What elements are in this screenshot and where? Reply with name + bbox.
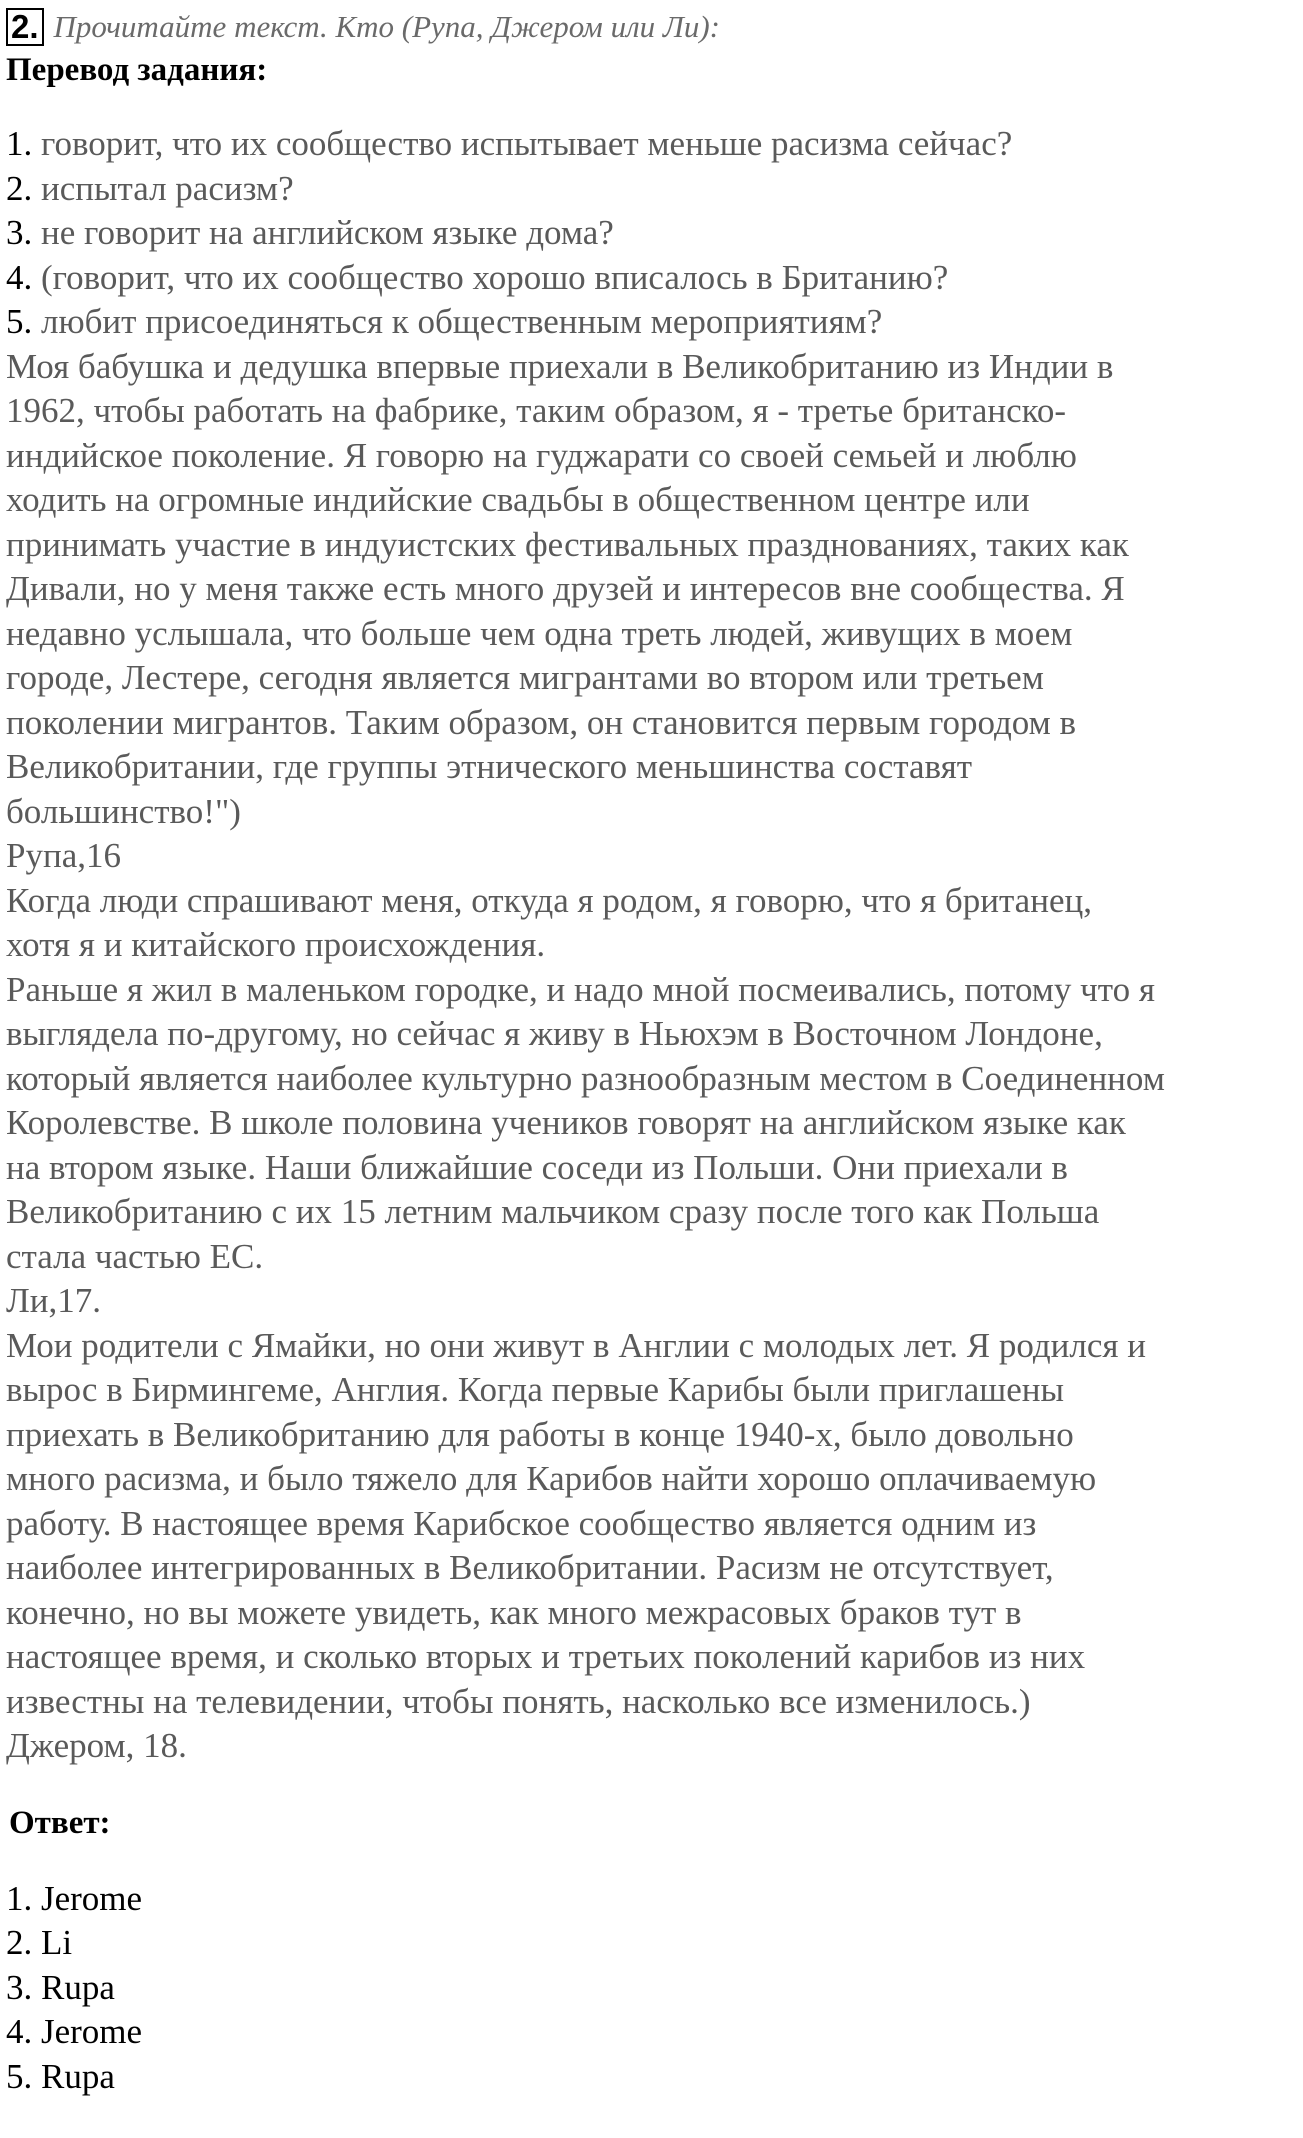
- task-instruction: Прочитайте текст. Кто (Рупа, Джером или Ли):: [53, 9, 720, 44]
- answer-item: 1. Jerome: [6, 1878, 143, 1918]
- text-line: Раньше я жил в маленьком городке, и надо мной посмеивались, потому что я: [6, 969, 1155, 1009]
- text-line: Когда люди спрашивают меня, откуда я родом, я говорю, что я британец,: [6, 880, 1092, 920]
- task-header: [6, 6, 1296, 48]
- text-line: большинство!"): [6, 791, 241, 831]
- text-line: принимать участие в индуистских фестивальных празднованиях, таких как: [6, 524, 1129, 564]
- text-line: конечно, но вы можете увидеть, как много межрасовых браков тут в: [6, 1592, 1022, 1632]
- text-line: вырос в Бирмингеме, Англия. Когда первые Карибы были приглашены: [6, 1370, 1065, 1409]
- translation-title: Перевод задания:: [6, 52, 268, 88]
- text-line: известны на телевидении, чтобы понять, насколько все изменилось.): [6, 1681, 1031, 1721]
- text-line: хотя я и китайского происхождения.: [6, 925, 546, 964]
- text-line: Великобританию с их 15 летним мальчиком сразу после того как Польша: [6, 1192, 1100, 1231]
- text-line: Мои родители с Ямайки, но они живут в Англии с молодых лет. Я родился и: [6, 1325, 1146, 1365]
- text-line: выглядела по-другому, но сейчас я живу в Ньюхэм в Восточном Лондоне,: [6, 1014, 1103, 1053]
- text-line: недавно услышала, что больше чем одна треть людей, живущих в моем: [6, 613, 1073, 653]
- question-number: 1.: [6, 124, 33, 163]
- text-line: 1962, чтобы работать на фабрике, таким образом, я - третье британско-: [6, 391, 1067, 430]
- question-number: 4.: [6, 257, 33, 297]
- author-signature-jerome: Джером, 18.: [6, 1726, 187, 1765]
- text-line: Королевстве. В школе половина учеников говорят на английском языке как: [6, 1103, 1126, 1142]
- question-text: не говорит на английском языке дома?: [32, 213, 614, 252]
- text-line: который является наиболее культурно разнообразным местом в Соединенном: [6, 1058, 1165, 1098]
- text-line: работу. В настоящее время Карибское сообщество является одним из: [6, 1503, 1037, 1543]
- answer-item: 3. Rupa: [6, 1967, 115, 2007]
- question-text: (говорит, что их сообщество хорошо вписалось в Британию?: [32, 257, 949, 297]
- answer-item: 5. Rupa: [6, 2056, 115, 2096]
- text-line: настоящее время, и сколько вторых и третьих поколений карибов из них: [6, 1637, 1086, 1676]
- question-item: [6, 122, 1296, 167]
- question-list: [6, 122, 1296, 345]
- task-number: 2.: [6, 8, 44, 46]
- question-number: 3.: [6, 213, 33, 252]
- question-text: говорит, что их сообщество испытывает меньше расизма сейчас?: [32, 124, 1013, 163]
- text-line: на втором языке. Наши ближайшие соседи из Польши. Они приехали в: [6, 1147, 1068, 1187]
- question-item: [6, 300, 1296, 345]
- question-item: [6, 256, 1296, 301]
- author-signature-li: Ли,17.: [6, 1281, 101, 1320]
- question-number: 5.: [6, 302, 33, 341]
- text-line: индийское поколение. Я говорю на гуджарати со своей семьей и люблю: [6, 435, 1077, 475]
- text-line: городе, Лестере, сегодня является мигрантами во втором или третьем: [6, 658, 1044, 697]
- text-line: много расизма, и было тяжело для Карибов найти хорошо оплачиваемую: [6, 1459, 1097, 1498]
- text-line: Моя бабушка и дедушка впервые приехали в Великобританию из Индии в: [6, 346, 1114, 386]
- question-number: 2.: [6, 168, 33, 208]
- answer-item: 4. Jerome: [6, 2012, 143, 2051]
- text-line: поколении мигрантов. Таким образом, он становится первым городом в: [6, 702, 1077, 742]
- translated-text: [6, 345, 1296, 1769]
- question-text: любит присоединяться к общественным мероприятиям?: [32, 302, 883, 341]
- text-line: Дивали, но у меня также есть много друзей и интересов вне сообщества. Я: [6, 569, 1125, 608]
- text-line: ходить на огромные индийские свадьбы в общественном центре или: [6, 480, 1030, 519]
- answer-item: 2. Li: [6, 1923, 73, 1962]
- text-line: Великобритании, где группы этнического меньшинства составят: [6, 747, 973, 786]
- text-line: приехать в Великобританию для работы в конце 1940-х, было довольно: [6, 1414, 1074, 1454]
- answer-title: Ответ:: [9, 1804, 111, 1841]
- question-item: [6, 167, 1296, 212]
- document-page: [6, 6, 1296, 2099]
- author-signature-rupa: Рупа,16: [6, 836, 121, 875]
- question-text: испытал расизм?: [32, 168, 294, 208]
- text-line: наиболее интегрированных в Великобритании. Расизм не отсутствует,: [6, 1548, 1054, 1587]
- answer-list: [6, 1877, 1296, 2100]
- question-item: [6, 211, 1296, 256]
- text-line: стала частью ЕС.: [6, 1236, 264, 1276]
